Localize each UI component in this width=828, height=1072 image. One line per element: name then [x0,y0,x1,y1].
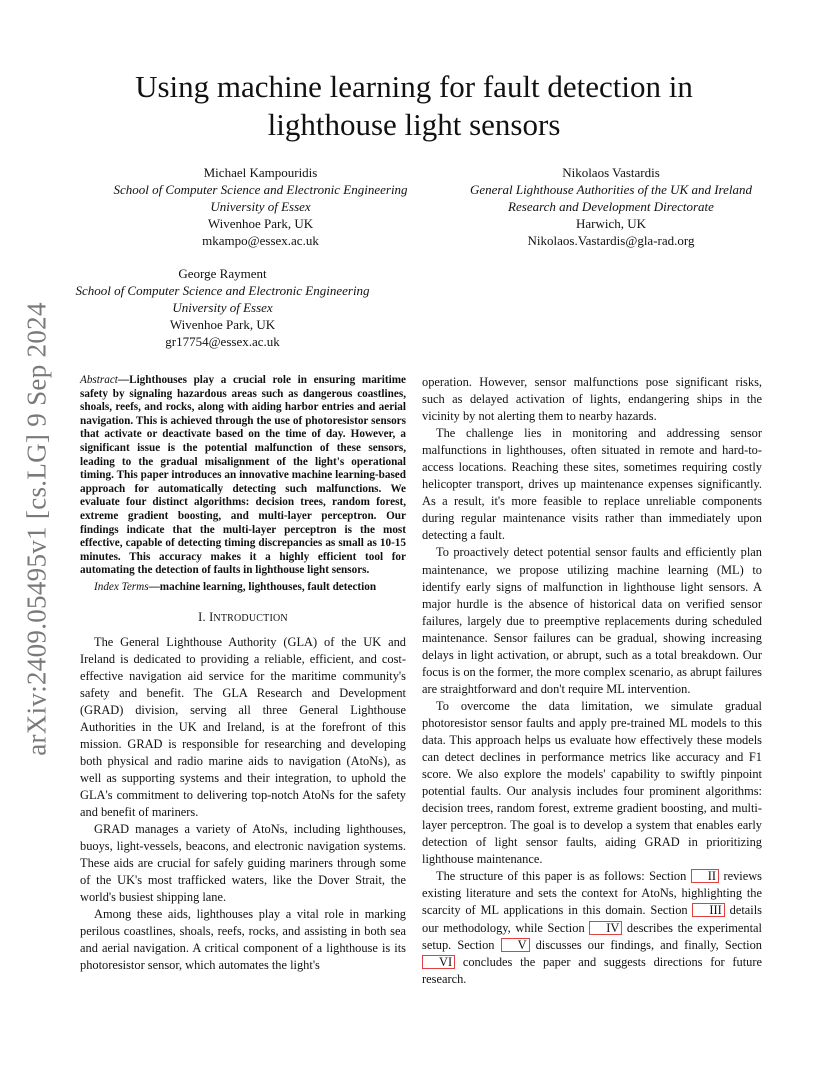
abstract-text: Lighthouses play a crucial role in ensuring maritime safety by signaling hazardous areas such as dangerous coastlines, shoals, reefs, and rocks, along with aiding harbor entries and aerial navigation. This is achieved through the use of photoresistor sensors that activate or deactivate based on the time of day. However, a significant issue is the potential malfunction of these sensors, leading to the gradual misalignment of the light's operational timing. This paper introduces an innovative machine learning-based approach for automatically detecting such malfunctions. We evaluate four distinct algorithms: decision trees, random forest, extreme gradient boosting, and multi-layer perceptron. Our findings indicate that the multi-layer perceptron is the most effective, capable of detecting timing discrepancies as small as 10-15 minutes. This accuracy makes it a highly efficient tool for automating the detection of faults in lighthouse light sensors. [80,374,406,577]
index-terms-dash: — [148,580,160,593]
author-affiliation: School of Computer Science and Electronic Engineering [75,283,370,298]
structure-text: details our methodology, while Section [422,903,762,935]
paragraph: The challenge lies in monitoring and addressing sensor malfunctions in lighthouses, often situated in remote and hard-to-access locations. Reaching these sites, sometimes requiring costly helicopter transport, drives up maintenance expenses significantly. As a result, it's more feasible to replace unreliable components during regular maintenance visits rather than immediately upon detecting a fault. [422,426,762,543]
index-terms-text: machine learning, lighthouses, fault detection [159,580,377,593]
author-institution: Research and Development Directorate [508,199,714,214]
author-affiliation: General Lighthouse Authorities of the UK and Ireland [469,182,752,197]
author-institution: University of Essex [210,199,311,214]
section-title-rest: NTRODUCTION [213,612,288,624]
author-block-2 [458,164,764,249]
arxiv-sidebar-stamp [20,294,54,764]
structure-paragraph [422,868,762,987]
author-block-1 [104,164,417,249]
paragraph: GRAD manages a variety of AtoNs, including lighthouses, buoys, light-vessels, beacons, and electronic navigation systems. These aids are crucial for safely guiding mariners through some of the UK's most trafficked waters, like the Dover Strait, the world's busiest shipping lane. [80,822,406,905]
author-email[interactable]: Nikolaos.Vastardis@gla-rad.org [527,233,695,248]
author-location: Wivenhoe Park, UK [169,317,276,332]
author-location: Harwich, UK [575,216,647,231]
author-institution: University of Essex [172,300,273,315]
author-name: Nikolaos Vastardis [562,165,660,180]
section-initial: I [209,609,214,624]
paper-title: Using machine learning for fault detection in lighthouse light sensors [135,69,693,142]
section-link-vi[interactable]: VI [422,955,455,969]
author-name: George Rayment [178,266,267,281]
section-link-v[interactable]: V [501,938,530,952]
author-name: Michael Kampouridis [203,165,318,180]
arxiv-identifier: arXiv:2409.05495v1 [cs.LG] 9 Sep 2024 [21,302,52,756]
section-link-iv[interactable]: IV [589,921,622,935]
structure-text: reviews existing literature and sets the context for AtoNs, highlighting the scarcity of ML applications in this domain. Section [422,869,762,918]
paragraph: operation. However, sensor malfunctions pose significant risks, such as delayed activation of lights, endangering ships in the vicinity by not alerting them to nearby hazards. [422,375,762,424]
section-link-ii[interactable]: II [691,869,719,883]
author-block-3 [66,265,379,350]
author-location: Wivenhoe Park, UK [207,216,314,231]
index-terms [80,581,406,595]
structure-text: describes the experimental setup. Section [422,920,762,952]
abstract-dash: — [117,374,130,386]
right-column [422,374,762,988]
section-link-iii[interactable]: III [692,903,724,917]
section-numeral: I. [198,609,210,624]
structure-text: concludes the paper and suggests directions for future research. [422,954,762,986]
author-email[interactable]: gr17754@essex.ac.uk [165,334,280,349]
abstract [80,374,406,578]
author-email[interactable]: mkampo@essex.ac.uk [202,233,319,248]
paragraph: The General Lighthouse Authority (GLA) of the UK and Ireland is dedicated to providing a reliable, efficient, and cost-effective navigation aid service for the maritime community's safety and benefit. The GLA Research and Development (GRAD) division, serving all three General Lighthouse Authorities in the UK and Ireland, is at the forefront of this mission. GRAD is responsible for researching and developing both physical and radio marine aids to navigation (AtoNs), as well as supporting systems and their integration, to uphold the GLA's commitment to delivering top-notch AtoNs for the safety and benefit of mariners. [80,634,406,820]
structure-text: discusses our findings, and finally, Section [529,937,762,952]
index-terms-label: Index Terms [94,580,149,593]
paragraph: To proactively detect potential sensor faults and efficiently plan maintenance, we propose utilizing machine learning (ML) to identify early signs of malfunction in lighthouse light sensors. A major hurdle is the absence of historical data on verified sensor failures, largely due to preemptive replacements during scheduled maintenance. Sensor failures can be gradual, showing increasing delays in light activation, or abrupt, such as a total breakdown. Our focus is on the former, the more complex scenario, as abrupt failures are straightforward and don't require ML intervention. [422,545,762,696]
structure-text: The structure of this paper is as follows: Section [436,869,691,884]
abstract-label: Abstract [80,374,118,386]
section-heading-introduction [80,609,406,627]
author-affiliation: School of Computer Science and Electronic Engineering [113,182,408,197]
paragraph: Among these aids, lighthouses play a vital role in marking perilous coastlines, shoals, reefs, rocks, and assisting in both sea and aerial navigation. A critical component of a lighthouse is its photoresistor sensor, which automates the light's [80,907,406,973]
left-column [80,374,406,974]
paragraph: To overcome the data limitation, we simulate gradual photoresistor sensor faults and apply pre-trained ML models to this data. This approach helps us evaluate how effectively these models can detect declines in performance metrics like accuracy and F1 score. We also explore the models' capability to swiftly pinpoint potential faults. Our analysis includes four prominent algorithms: decision trees, random forest, extreme gradient boosting, and multi-layer perceptron. The goal is to develop a system that enables early detection of light sensor faults, aiding GRAD in prioritizing lighthouse maintenance. [422,698,762,867]
